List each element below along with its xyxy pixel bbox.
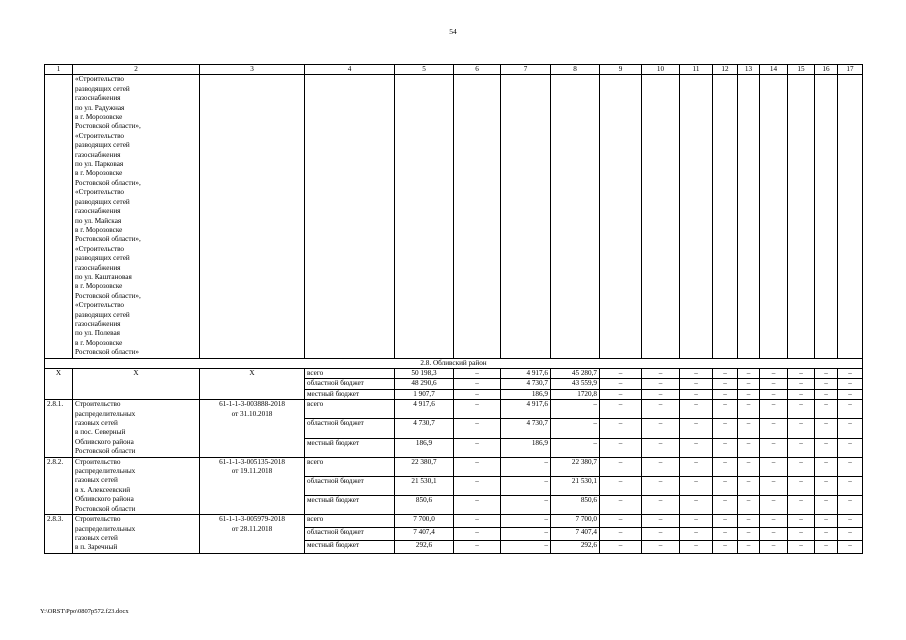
funding-source-label: областной бюджет (305, 527, 395, 540)
value-col7: 4 730,7 (501, 379, 551, 389)
table-row (45, 400, 863, 419)
value-col15: – (788, 515, 815, 528)
value-col15: – (788, 419, 815, 438)
value-col8: 7 407,4 (551, 527, 600, 540)
value-col12: – (713, 400, 738, 419)
value-col17: – (838, 419, 863, 438)
value-col9: – (600, 369, 642, 379)
value-col11: – (680, 379, 713, 389)
value-col14: – (760, 457, 788, 476)
value-col17: – (838, 438, 863, 457)
text-line: от 19.11.2018 (231, 467, 273, 476)
value-col16: – (815, 540, 838, 553)
value-col15: – (788, 389, 815, 399)
value-col7: 4 917,6 (501, 369, 551, 379)
value-col8: 45 280,7 (551, 369, 600, 379)
value-col12: – (713, 369, 738, 379)
value-col7: 186,9 (501, 438, 551, 457)
value-col15: – (788, 527, 815, 540)
text-line: Строительство (75, 400, 121, 409)
value-col16: – (815, 369, 838, 379)
value-col9: – (600, 515, 642, 528)
item-name (73, 515, 200, 554)
column-number: 15 (788, 65, 815, 75)
text-line: 61-1-1-3-003888-2018 (219, 400, 285, 409)
value-col13: – (738, 515, 760, 528)
column-number: 13 (738, 65, 760, 75)
value-col7: – (501, 495, 551, 514)
value-col8: 850,6 (551, 495, 600, 514)
value-col11: – (680, 438, 713, 457)
item-name (73, 369, 200, 400)
text-line: газовых сетей (75, 419, 118, 428)
value-col7: 186,9 (501, 389, 551, 399)
item-number: X (45, 369, 73, 400)
text-line: X (133, 369, 139, 377)
value-col10: – (642, 400, 680, 419)
text-line: в г. Морозовске (75, 113, 123, 122)
value-total: 7 407,4 (395, 527, 454, 540)
value-col8: – (551, 419, 600, 438)
value-col9: – (600, 476, 642, 495)
text-line: в г. Морозовске (75, 225, 123, 234)
text-line: в х. Алексеевский (75, 485, 131, 494)
text-line: разводящих сетей (75, 84, 130, 93)
value-col12: – (713, 379, 738, 389)
value-col6: – (454, 515, 501, 528)
value-col15: – (788, 540, 815, 553)
value-col12: – (713, 438, 738, 457)
text-line: по ул. Майская (75, 216, 122, 225)
value-col14: – (760, 495, 788, 514)
column-number: 11 (680, 65, 713, 75)
value-col7: 4 917,6 (501, 400, 551, 419)
value-col13: – (738, 400, 760, 419)
value-col16: – (815, 515, 838, 528)
text-line: 61-1-1-3-005135-2018 (219, 457, 285, 466)
value-col11: – (680, 515, 713, 528)
value-col8: 1720,8 (551, 389, 600, 399)
text-line: Строительство (75, 515, 121, 524)
value-col11: – (680, 527, 713, 540)
value-col6: – (454, 379, 501, 389)
value-col6: – (454, 369, 501, 379)
table-row (45, 369, 863, 379)
item-document (200, 369, 305, 400)
column-number: 8 (551, 65, 600, 75)
text-line: распределительных (75, 409, 136, 418)
text-line: X (249, 369, 255, 377)
value-col6: – (454, 540, 501, 553)
text-line: «Строительство (75, 301, 125, 310)
column-number: 14 (760, 65, 788, 75)
text-line: разводящих сетей (75, 197, 130, 206)
text-line: Ростовской области», (75, 122, 141, 131)
value-col14: – (760, 515, 788, 528)
value-col16: – (815, 419, 838, 438)
text-line: «Строительство (75, 131, 125, 140)
value-col12: – (713, 515, 738, 528)
column-number: 3 (200, 65, 305, 75)
value-col13: – (738, 540, 760, 553)
value-col13: – (738, 438, 760, 457)
text-line: разводящих сетей (75, 254, 130, 263)
value-col9: – (600, 438, 642, 457)
text-line: Ростовской области» (75, 348, 139, 357)
value-col11: – (680, 369, 713, 379)
value-col9: – (600, 400, 642, 419)
value-col15: – (788, 476, 815, 495)
text-line: газоснабжения (75, 150, 121, 159)
value-col12: – (713, 476, 738, 495)
value-col6: – (454, 476, 501, 495)
value-col16: – (815, 379, 838, 389)
text-line: по ул. Полевая (75, 329, 120, 338)
item-name (73, 457, 200, 514)
value-col8: 22 380,7 (551, 457, 600, 476)
value-col9: – (600, 379, 642, 389)
value-col17: – (838, 527, 863, 540)
value-col12: – (713, 389, 738, 399)
value-col14: – (760, 379, 788, 389)
continued-object-list (73, 75, 200, 358)
value-total: 4 730,7 (395, 419, 454, 438)
value-col9: – (600, 419, 642, 438)
value-col15: – (788, 400, 815, 419)
text-line: Ростовской области (75, 447, 136, 456)
value-col16: – (815, 527, 838, 540)
text-line: распределительных (75, 524, 136, 533)
item-document (200, 457, 305, 514)
item-document (200, 515, 305, 554)
value-col17: – (838, 515, 863, 528)
text-line: в г. Морозовске (75, 169, 123, 178)
section-row (45, 358, 863, 368)
value-col15: – (788, 457, 815, 476)
value-col12: – (713, 527, 738, 540)
value-col6: – (454, 389, 501, 399)
value-col7: – (501, 457, 551, 476)
value-total: 186,9 (395, 438, 454, 457)
value-col10: – (642, 540, 680, 553)
text-line: разводящих сетей (75, 310, 130, 319)
value-col16: – (815, 476, 838, 495)
value-col13: – (738, 419, 760, 438)
value-col8: 7 700,0 (551, 515, 600, 528)
value-col17: – (838, 476, 863, 495)
value-col12: – (713, 457, 738, 476)
value-col10: – (642, 476, 680, 495)
value-col13: – (738, 476, 760, 495)
item-number: 2.8.1. (45, 400, 73, 457)
column-number: 1 (45, 65, 73, 75)
value-col7: – (501, 527, 551, 540)
value-col14: – (760, 476, 788, 495)
value-col14: – (760, 389, 788, 399)
text-line: газоснабжения (75, 263, 121, 272)
text-line: «Строительство (75, 75, 125, 84)
text-line: в пос. Северный (75, 428, 126, 437)
value-col17: – (838, 457, 863, 476)
text-line: Ростовской области (75, 504, 136, 513)
value-col15: – (788, 379, 815, 389)
value-col9: – (600, 389, 642, 399)
value-col14: – (760, 540, 788, 553)
value-col6: – (454, 400, 501, 419)
text-line: по ул. Парковая (75, 160, 124, 169)
column-number: 4 (305, 65, 395, 75)
value-col6: – (454, 438, 501, 457)
value-col17: – (838, 369, 863, 379)
funding-source-label: всего (305, 515, 395, 528)
text-line: в г. Морозовске (75, 338, 123, 347)
text-line: Ростовской области», (75, 235, 141, 244)
value-col8: 292,6 (551, 540, 600, 553)
value-total: 7 700,0 (395, 515, 454, 528)
value-col16: – (815, 389, 838, 399)
value-col12: – (713, 540, 738, 553)
section-title: 2.8. Обливский район (45, 358, 863, 368)
value-col17: – (838, 400, 863, 419)
value-col14: – (760, 419, 788, 438)
value-total: 1 907,7 (395, 389, 454, 399)
column-number: 6 (454, 65, 501, 75)
text-line: «Строительство (75, 188, 125, 197)
value-col14: – (760, 369, 788, 379)
text-line: 61-1-1-3-005979-2018 (219, 515, 285, 524)
table-row (45, 515, 863, 528)
value-col9: – (600, 540, 642, 553)
value-col10: – (642, 389, 680, 399)
value-col11: – (680, 419, 713, 438)
text-line: Обливского района (75, 437, 134, 446)
column-number: 2 (73, 65, 200, 75)
value-col9: – (600, 495, 642, 514)
text-line: в п. Заречный (75, 543, 118, 552)
value-col8: – (551, 438, 600, 457)
value-col13: – (738, 389, 760, 399)
item-document (200, 400, 305, 457)
value-col8: 21 530,1 (551, 476, 600, 495)
value-col7: – (501, 476, 551, 495)
value-col9: – (600, 527, 642, 540)
value-total: 292,6 (395, 540, 454, 553)
value-col6: – (454, 495, 501, 514)
value-col7: 4 730,7 (501, 419, 551, 438)
value-col15: – (788, 438, 815, 457)
value-col6: – (454, 457, 501, 476)
value-col15: – (788, 495, 815, 514)
value-col10: – (642, 527, 680, 540)
value-col11: – (680, 400, 713, 419)
item-name (73, 400, 200, 457)
value-total: 48 290,6 (395, 379, 454, 389)
funding-source-label: всего (305, 369, 395, 379)
value-col10: – (642, 369, 680, 379)
column-number: 10 (642, 65, 680, 75)
value-total: 850,6 (395, 495, 454, 514)
value-col8: – (551, 400, 600, 419)
text-line: распределительных (75, 467, 136, 476)
item-number: 2.8.2. (45, 457, 73, 514)
value-col13: – (738, 369, 760, 379)
value-col13: – (738, 495, 760, 514)
value-col10: – (642, 495, 680, 514)
column-number: 12 (713, 65, 738, 75)
budget-table (44, 64, 863, 554)
page-number: 54 (449, 27, 457, 36)
value-col10: – (642, 438, 680, 457)
value-col13: – (738, 527, 760, 540)
value-col14: – (760, 527, 788, 540)
value-col11: – (680, 457, 713, 476)
value-col14: – (760, 438, 788, 457)
value-col12: – (713, 419, 738, 438)
text-line: газоснабжения (75, 319, 121, 328)
value-col10: – (642, 515, 680, 528)
text-line: Строительство (75, 457, 121, 466)
column-number: 17 (838, 65, 863, 75)
value-col17: – (838, 540, 863, 553)
value-col11: – (680, 389, 713, 399)
text-line: газовых сетей (75, 533, 118, 542)
table-row (45, 457, 863, 476)
funding-source-label: областной бюджет (305, 419, 395, 438)
value-col10: – (642, 457, 680, 476)
value-col11: – (680, 540, 713, 553)
value-col14: – (760, 400, 788, 419)
funding-source-label: областной бюджет (305, 476, 395, 495)
value-col17: – (838, 389, 863, 399)
value-col13: – (738, 379, 760, 389)
value-col17: – (838, 495, 863, 514)
value-col16: – (815, 457, 838, 476)
text-line: Ростовской области», (75, 178, 141, 187)
text-line: газоснабжения (75, 94, 121, 103)
value-total: 21 530,1 (395, 476, 454, 495)
column-number: 5 (395, 65, 454, 75)
value-col11: – (680, 476, 713, 495)
value-col11: – (680, 495, 713, 514)
value-total: 22 380,7 (395, 457, 454, 476)
footer-file-path: Y:\ORST\Ppo\0807p572.f23.docx (40, 608, 129, 615)
text-line: по ул. Радужная (75, 103, 125, 112)
text-line: Обливского района (75, 495, 134, 504)
value-col6: – (454, 419, 501, 438)
column-number: 7 (501, 65, 551, 75)
value-col16: – (815, 438, 838, 457)
value-col16: – (815, 400, 838, 419)
continued-row (45, 75, 863, 358)
funding-source-label: всего (305, 400, 395, 419)
column-number-row (45, 65, 863, 75)
column-number: 16 (815, 65, 838, 75)
value-col16: – (815, 495, 838, 514)
value-col12: – (713, 495, 738, 514)
funding-source-label: всего (305, 457, 395, 476)
text-line: от 31.10.2018 (231, 409, 273, 418)
text-line: по ул. Каштановая (75, 272, 132, 281)
item-number: 2.8.3. (45, 515, 73, 554)
value-col6: – (454, 527, 501, 540)
value-col15: – (788, 369, 815, 379)
funding-source-label: местный бюджет (305, 540, 395, 553)
funding-source-label: местный бюджет (305, 389, 395, 399)
value-col13: – (738, 457, 760, 476)
value-col10: – (642, 419, 680, 438)
column-number: 9 (600, 65, 642, 75)
value-col7: – (501, 515, 551, 528)
value-col9: – (600, 457, 642, 476)
value-total: 4 917,6 (395, 400, 454, 419)
funding-source-label: местный бюджет (305, 438, 395, 457)
text-line: газовых сетей (75, 476, 118, 485)
value-total: 50 198,3 (395, 369, 454, 379)
text-line: разводящих сетей (75, 141, 130, 150)
value-col17: – (838, 379, 863, 389)
value-col10: – (642, 379, 680, 389)
value-col8: 43 559,9 (551, 379, 600, 389)
text-line: газоснабжения (75, 207, 121, 216)
text-line: Ростовской области», (75, 291, 141, 300)
funding-source-label: областной бюджет (305, 379, 395, 389)
text-line: в г. Морозовске (75, 282, 123, 291)
text-line: «Строительство (75, 244, 125, 253)
value-col7: – (501, 540, 551, 553)
funding-source-label: местный бюджет (305, 495, 395, 514)
text-line: от 28.11.2018 (231, 524, 273, 533)
